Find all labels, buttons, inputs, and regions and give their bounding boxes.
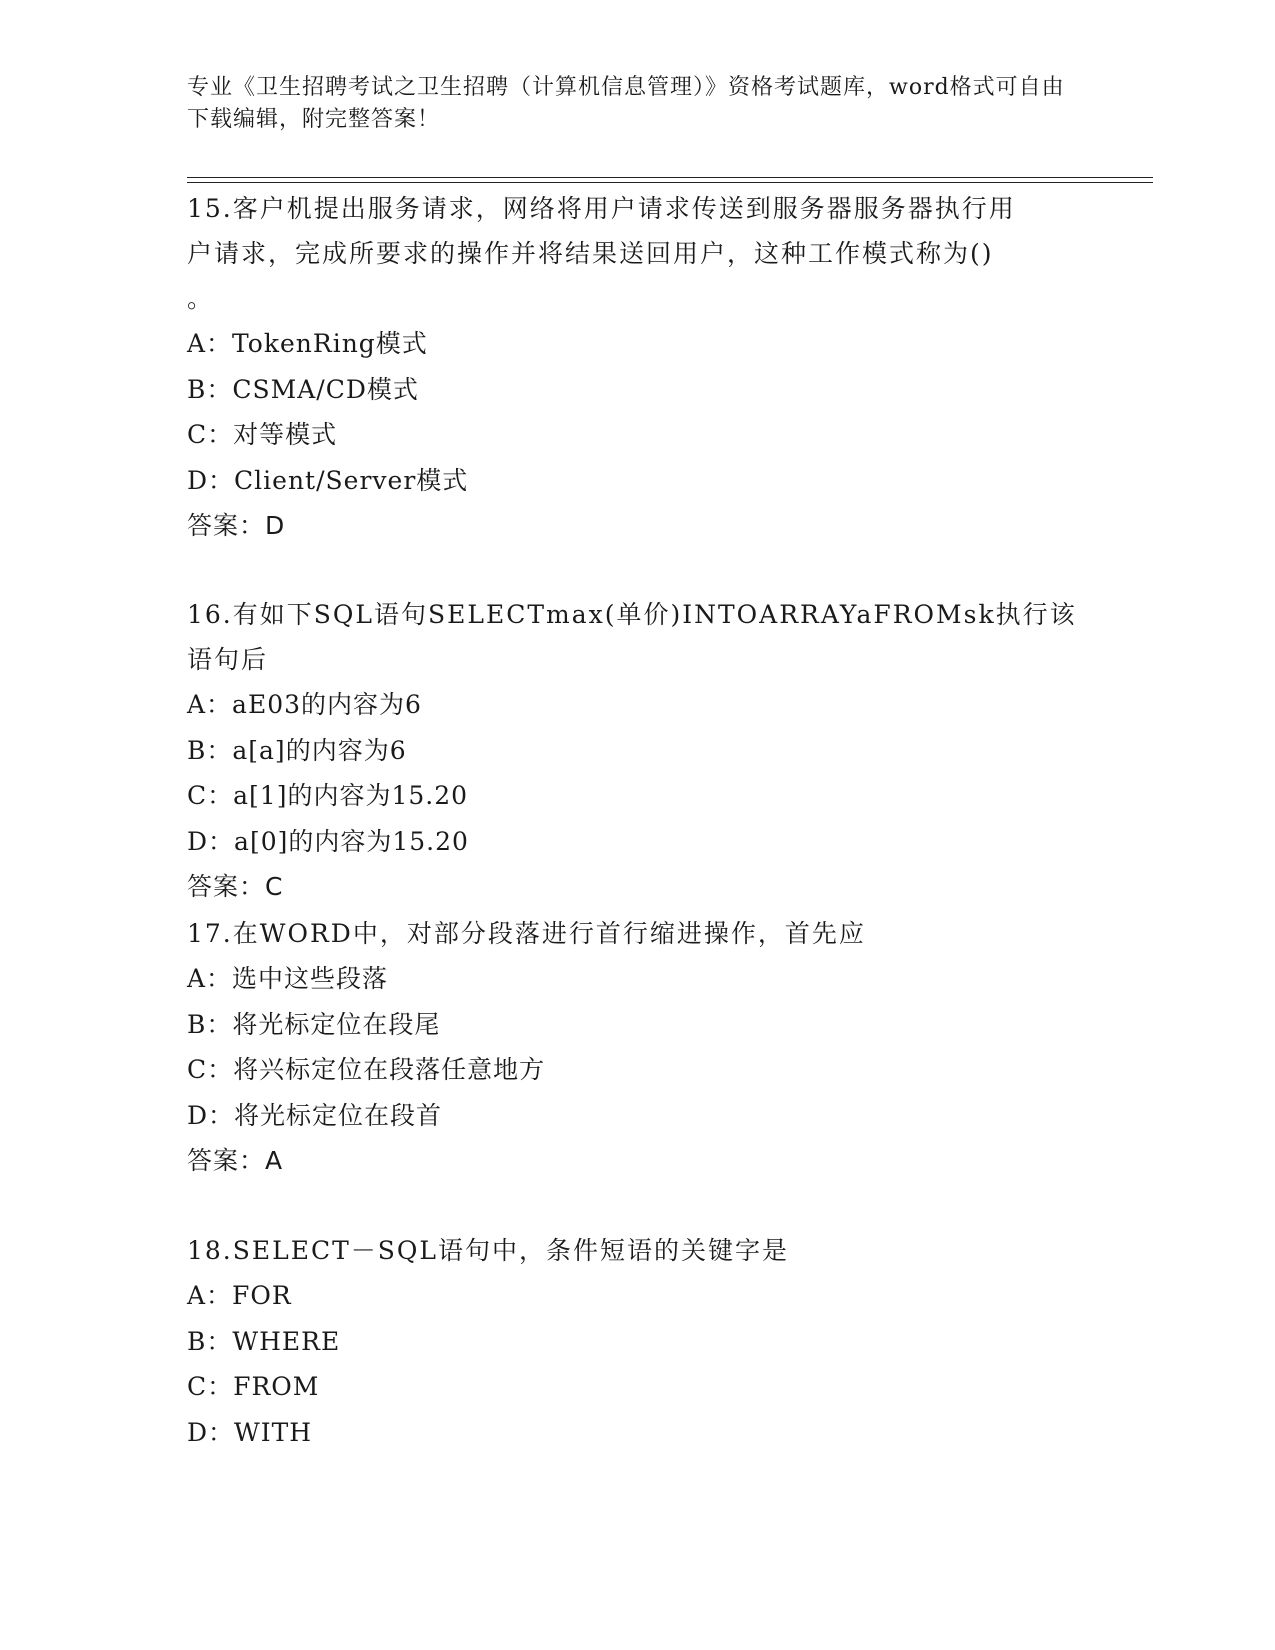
question-stem-line: 17.在WORD中，对部分段落进行首行缩进操作，首先应 (187, 919, 866, 948)
option-c: C：FROM (187, 1372, 320, 1401)
option-a: A：TokenRing模式 (187, 329, 428, 358)
option-d: D：a[0]的内容为15.20 (187, 826, 469, 856)
question-17 (187, 911, 1087, 1184)
option-b: B：将光标定位在段尾 (187, 1009, 441, 1039)
question-stem-line: 18.SELECT－SQL语句中，条件短语的关键字是 (187, 1236, 790, 1265)
option-a: A：FOR (187, 1281, 292, 1310)
question-stem-line: 15.客户机提出服务请求，网络将用户请求传送到服务器服务器执行用 (187, 194, 1016, 223)
question-stem-line: 16.有如下SQL语句SELECTmax(单价)INTOARRAYaFROMsk执行该语句后 (187, 600, 1077, 674)
answer-line: 答案：A (187, 1146, 284, 1175)
question-stem-line: 。 (187, 284, 215, 313)
header-divider-bottom (187, 182, 1153, 183)
option-a: A：选中这些段落 (187, 964, 389, 993)
header-text: 专业《卫生招聘考试之卫生招聘（计算机信息管理）》资格考试题库，word格式可自由下载编辑，附完整答案！ (187, 75, 1065, 132)
question-15 (187, 186, 1087, 549)
option-c: C：将兴标定位在段落任意地方 (187, 1055, 546, 1084)
question-stem-line: 户请求，完成所要求的操作并将结果送回用户，这种工作模式称为() (187, 239, 994, 268)
header-divider-top (187, 177, 1153, 178)
option-c: C：a[1]的内容为15.20 (187, 781, 469, 810)
option-b: B：CSMA/CD模式 (187, 374, 419, 404)
option-d: D：WITH (187, 1417, 313, 1447)
document-header (187, 72, 1087, 136)
answer-line: 答案：D (187, 511, 286, 540)
option-d: D：将光标定位在段首 (187, 1100, 443, 1130)
option-b: B：WHERE (187, 1326, 341, 1356)
question-16 (187, 592, 1087, 910)
option-d: D：Client/Server模式 (187, 465, 469, 495)
option-c: C：对等模式 (187, 420, 338, 449)
option-b: B：a[a]的内容为6 (187, 735, 407, 765)
answer-line: 答案：C (187, 872, 284, 901)
option-a: A：aE03的内容为6 (187, 690, 422, 719)
question-18 (187, 1228, 1087, 1455)
